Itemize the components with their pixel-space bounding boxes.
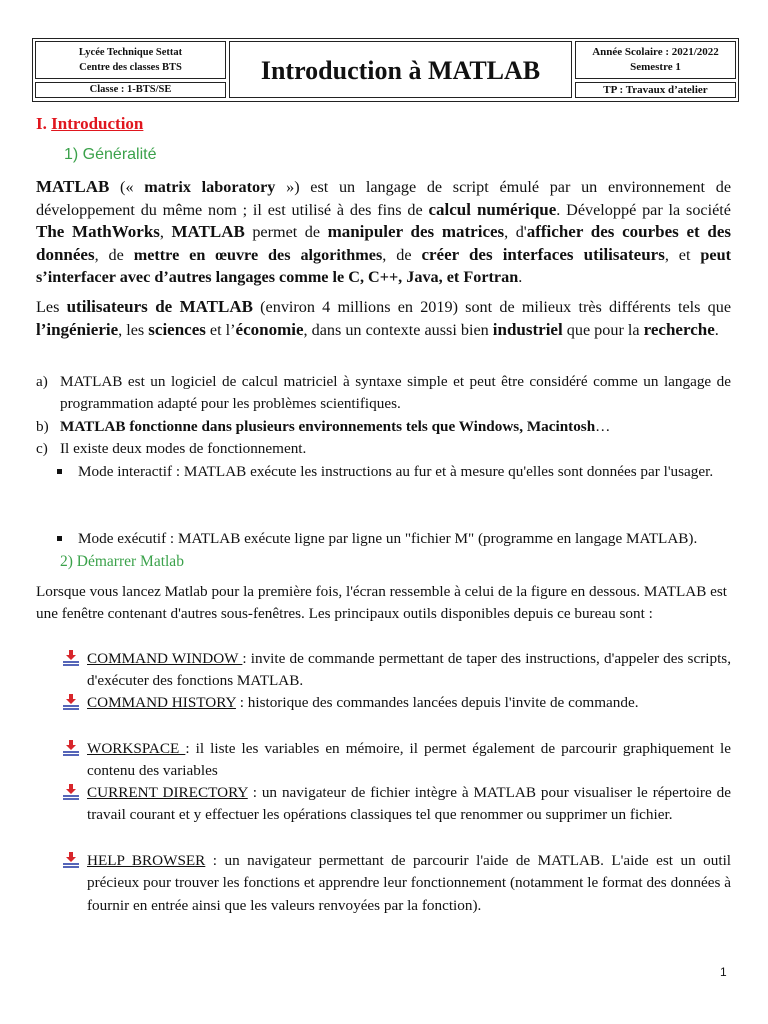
- section-heading: [36, 114, 143, 134]
- tool-name: WORKSPACE: [87, 740, 186, 757]
- document-header: [32, 38, 739, 102]
- text-run: .: [518, 268, 523, 286]
- text-run: que pour la: [562, 320, 644, 339]
- tool-item-help-browser: [62, 850, 731, 918]
- list-label: c): [36, 440, 48, 457]
- text-bold: l’ingénierie: [36, 319, 119, 339]
- page-number: 1: [720, 965, 727, 979]
- text-bold: matrix laboratory: [144, 178, 276, 196]
- tool-name: CURRENT DIRECTORY: [87, 784, 248, 801]
- list-label: b): [36, 418, 49, 435]
- arrow-down-bullet-icon: [62, 650, 80, 666]
- tool-description: : un navigateur permettant de parcourir l'aide de MATLAB. L'aide est un outil précieux pour trouver les fonctions et apprendre leur fonctionnement (notamment le format des données à fournir en entrée ainsi que les valeurs renvoyées par la fonction).: [87, 852, 732, 914]
- tool-description: : il liste les variables en mémoire, il permet également de parcourir graphiquement le contenu des variables: [87, 740, 731, 780]
- paragraph-matlab-users: [36, 296, 731, 341]
- text-run: .: [714, 320, 719, 339]
- tool-description: : invite de commande permettant de taper des instructions, d'appeler des scripts, d'exécuter des fonctions MATLAB.: [87, 650, 732, 690]
- text-bold: manipuler des matrices: [327, 222, 505, 241]
- tool-name: COMMAND HISTORY: [87, 694, 236, 711]
- text-run: ») est un langage de script émulé par un environnement de développement du même nom ; il est utilisé à des fins de: [36, 178, 732, 219]
- bullet-text: Mode interactif : MATLAB exécute les instructions au fur et à mesure qu'elles sont données par l'usager.: [78, 463, 714, 480]
- paragraph-lancement: Lorsque vous lancez Matlab pour la première fois, l'écran ressemble à celui de la figure en dessous. MATLAB est une fenêtre contenant d'autres sous-fenêtres. Les principaux outils disponibles depuis ce bureau sont :: [36, 583, 728, 622]
- school-line-2: Centre des classes BTS: [79, 62, 182, 73]
- semester-label: Semestre 1: [630, 61, 681, 73]
- square-bullet-icon: [57, 536, 62, 541]
- tool-item-command-history: [62, 692, 731, 715]
- list-item-a: [36, 371, 731, 414]
- tool-item-current-directory: [62, 782, 731, 828]
- text-bold: industriel: [492, 319, 563, 339]
- list-item-c: [36, 438, 731, 460]
- text-bold: peut s’interfacer avec d’autres langages comme le C, C++, Java, et Fortran: [36, 245, 731, 286]
- year-label: Année Scolaire : 2021/2022: [592, 46, 719, 58]
- text-run: , et: [664, 245, 701, 264]
- tool-name: HELP BROWSER: [87, 852, 206, 869]
- list-label: a): [36, 373, 48, 390]
- subheading-demarrer: 2) Démarrer Matlab: [60, 553, 184, 570]
- text-run: (environ 4 millions en 2019) sont de milieux très différents tels que: [252, 298, 732, 316]
- list-text: Il existe deux modes de fonctionnement.: [60, 440, 307, 457]
- section-title: Introduction: [51, 114, 144, 133]
- tool-name: COMMAND WINDOW: [87, 650, 243, 667]
- paragraph-matlab-definition: [36, 176, 731, 289]
- text-run: , de: [382, 245, 422, 264]
- document-title: Introduction à MATLAB: [229, 41, 572, 98]
- arrow-down-bullet-icon: [62, 740, 80, 756]
- text-run: , dans un contexte aussi bien: [303, 320, 493, 339]
- text-run: , de: [94, 245, 134, 264]
- arrow-down-bullet-icon: [62, 852, 80, 868]
- text-run: et l’: [205, 320, 236, 339]
- text-bold: The MathWorks: [36, 222, 160, 241]
- tool-description: : historique des commandes lancées depuis l'invite de commande.: [235, 694, 639, 711]
- list-text-tail: …: [595, 418, 611, 435]
- text-run: («: [109, 178, 145, 196]
- subheading-generalite: 1) Généralité: [64, 146, 157, 163]
- list-text: MATLAB fonctionne dans plusieurs environnements tels que Windows, Macintosh: [60, 418, 596, 435]
- arrow-down-bullet-icon: [62, 694, 80, 710]
- text-run: . Développé par la société: [556, 200, 731, 219]
- text-run: , les: [118, 320, 149, 339]
- school-year: [575, 41, 736, 79]
- text-bold: économie: [235, 319, 304, 339]
- text-bold: MATLAB: [36, 177, 110, 196]
- bullet-mode-executif: [36, 528, 768, 550]
- tp-label: TP : Travaux d’atelier: [575, 82, 736, 98]
- text-bold: utilisateurs de MATLAB: [66, 297, 253, 316]
- text-run: , d': [504, 223, 527, 241]
- text-bold: MATLAB: [171, 222, 245, 241]
- text-bold: calcul numérique: [428, 199, 557, 219]
- bullet-text: Mode exécutif : MATLAB exécute ligne par ligne un "fichier M" (programme en langage MATLAB).: [78, 529, 698, 547]
- school-name: [35, 41, 226, 79]
- tool-item-command-window: [62, 648, 731, 694]
- list-item-b: [36, 416, 731, 438]
- text-bold: sciences: [148, 319, 206, 339]
- text-run: Les: [36, 298, 67, 316]
- tool-item-workspace: [62, 738, 731, 784]
- text-bold: créer des interfaces utilisateurs: [421, 244, 665, 264]
- class-label: Classe : 1-BTS/SE: [35, 82, 226, 98]
- text-run: permet de: [244, 223, 328, 241]
- text-bold: mettre en œuvre des algorithmes: [133, 245, 383, 264]
- bullet-mode-interactif: [36, 461, 768, 483]
- square-bullet-icon: [57, 469, 62, 474]
- school-line-1: Lycée Technique Settat: [78, 47, 183, 58]
- arrow-down-bullet-icon: [62, 784, 80, 800]
- text-bold: recherche: [643, 319, 715, 339]
- section-number: I.: [36, 114, 47, 133]
- list-text: MATLAB est un logiciel de calcul matriciel à syntaxe simple et peut être considéré comme un langage de programmation adapté pour les problèmes scientifiques.: [60, 373, 731, 412]
- tool-description: : un navigateur de fichier intègre à MATLAB pour visualiser le répertoire de travail courant et y effectuer les opérations classiques tel que renommer ou supprimer un fichier.: [87, 784, 731, 824]
- text-bold: afficher des courbes et des données: [36, 222, 732, 264]
- text-run: ,: [159, 223, 172, 241]
